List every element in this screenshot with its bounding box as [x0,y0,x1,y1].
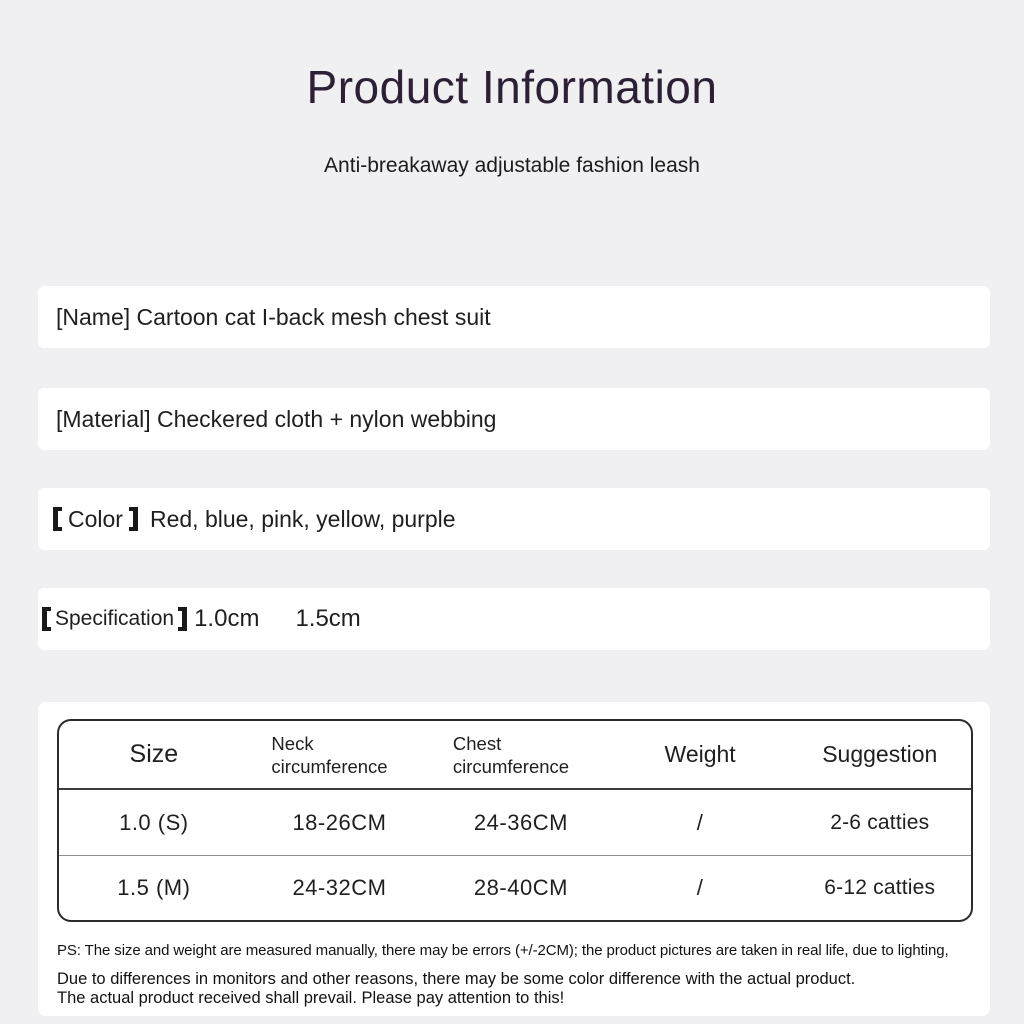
specification-size-1: 1.0cm [194,605,260,632]
specification-size-2: 1.5cm [295,605,361,632]
header-neck-circumference: Neck circumference [271,732,388,777]
cell-chest: 28-40CM [473,875,568,900]
note-line-3: The actual product received shall prevail. Please pay attention to this! [57,989,565,1007]
cjk-bracket-open-icon [53,507,62,531]
cjk-bracket-open-icon [42,607,51,631]
note-line-1: PS: The size and weight are measured manually, there may be errors (+/-2CM); the product pictures are taken in real life, due to lighting, [57,942,949,959]
size-chart-panel [38,702,990,1016]
header-chest-circumference: Chest circumference [452,732,570,777]
header-size: Size [129,740,179,768]
color-label: Color [68,505,123,532]
name-text: [Name] Cartoon cat I-back mesh chest suit [56,303,491,330]
table-row-size-s [59,790,971,856]
cell-suggestion: 6-12 catties [824,876,936,899]
size-table-header-row [59,721,971,790]
page-title: Product Information [306,61,718,113]
cell-size: 1.0 (S) [119,809,189,835]
cell-suggestion: 2-6 catties [830,810,930,834]
cell-neck: 18-26CM [292,809,387,835]
page-subtitle: Anti-breakaway adjustable fashion leash [324,154,700,177]
cell-size: 1.5 (M) [117,875,191,900]
cell-chest: 24-36CM [473,809,568,835]
note-line-2: Due to differences in monitors and other reasons, there may be some color difference with the actual product. [57,970,856,988]
size-table [57,719,973,922]
header-weight: Weight [664,741,736,767]
info-bar-name [38,286,990,348]
material-text: [Material] Checkered cloth + nylon webbing [56,405,497,432]
cell-neck: 24-32CM [292,875,387,900]
cell-weight: / [696,875,704,900]
specification-label: Specification [55,607,175,630]
header-suggestion: Suggestion [822,741,938,767]
info-bar-material [38,388,990,450]
color-text: Red, blue, pink, yellow, purple [149,505,456,532]
info-bar-specification [38,588,990,650]
table-row-size-m [59,856,971,920]
disclaimer-notes [57,942,973,1008]
cjk-bracket-close-icon [129,507,138,531]
cell-weight: / [696,809,704,835]
cjk-bracket-close-icon [178,607,187,631]
info-bar-color [38,488,990,550]
